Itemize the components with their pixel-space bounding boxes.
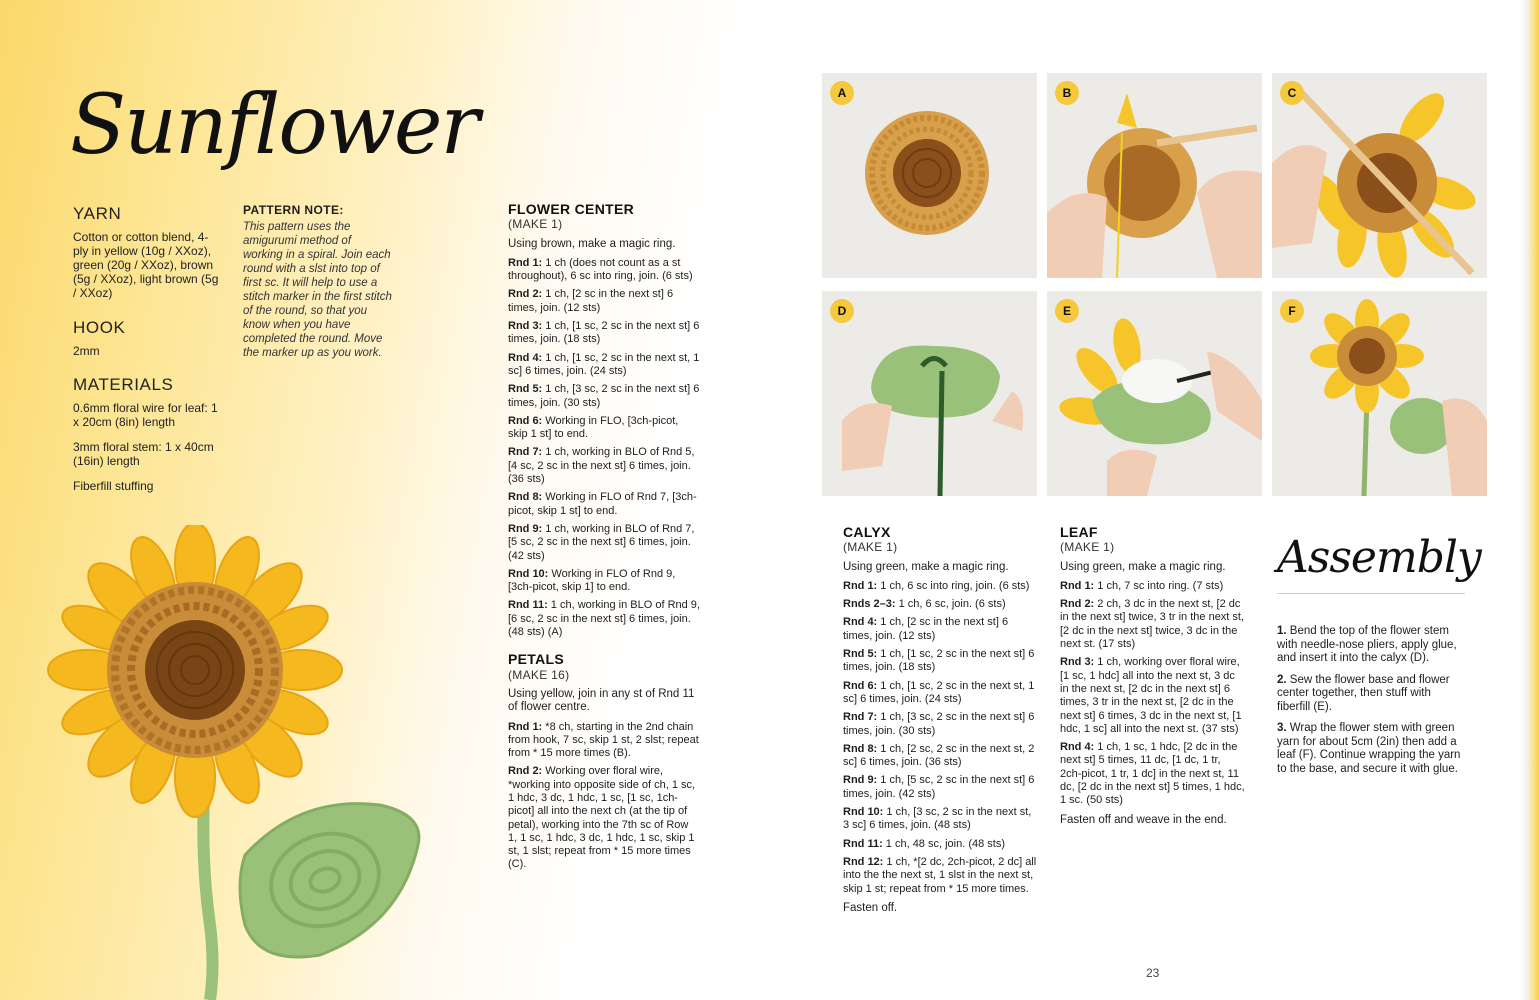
calyx-illustration (822, 291, 1037, 496)
petals-make: (MAKE 16) (508, 667, 570, 682)
photo-b (1047, 73, 1262, 278)
hook-text: 2mm (73, 344, 100, 358)
flower-center-round: Rnd 8: Working in FLO of Rnd 7, [3ch-picot, skip 1 st] to end. (508, 491, 697, 517)
leaf-round: Rnd 2: 2 ch, 3 dc in the next st, [2 dc in the next st] twice, 3 tr in the next st, [2 dc in the next st] twice, 3 dc in the next st. (17 sts) (1060, 598, 1245, 651)
photo-label-badge: E (1055, 299, 1079, 323)
assembly-step: 3. Wrap the flower stem with green yarn for about 5cm (2in) then add a leaf (F). Continue wrapping the yarn to the base, and secure it with glue. (1277, 722, 1461, 775)
pattern-note-text: This pattern uses the amigurumi method of working in a spiral. Join each round with a slst into top of first sc. It will help to use a stitch marker in the first stitch of the round, so that you know when you have completed the round. Move the marker up as you work. (243, 221, 392, 359)
flower-center-heading: FLOWER CENTER (508, 201, 635, 217)
flower-center-round: Rnd 11: 1 ch, working in BLO of Rnd 9, [6 sc, 2 sc in the next st] 6 times, join. (48 sts) (A) (508, 599, 700, 639)
petals-intro: Using yellow, join in any st of Rnd 11 of flower centre. (508, 687, 695, 714)
flower-center-round: Rnd 1: 1 ch (does not count as a st throughout), 6 sc into ring, join. (6 sts) (508, 256, 693, 283)
flower-center-round: Rnd 2: 1 ch, [2 sc in the next st] 6 times, join. (12 sts) (508, 288, 674, 314)
materials-heading: MATERIALS (73, 375, 174, 394)
photo-c (1272, 73, 1487, 278)
flower-center-round: Rnd 10: Working in FLO of Rnd 9, [3ch-picot, skip 1] to end. (508, 567, 676, 594)
calyx-round: Rnd 11: 1 ch, 48 sc, join. (48 sts) (843, 837, 1006, 850)
assembly-heading: Assembly (1277, 532, 1481, 583)
materials-item: 0.6mm floral wire for leaf: 1 x 20cm (8in) length (73, 401, 218, 429)
flower-center-round: Rnd 3: 1 ch, [1 sc, 2 sc in the next st] 6 times, join. (18 sts) (508, 320, 700, 346)
pattern-note-heading: PATTERN NOTE: (243, 203, 344, 217)
leaf-intro: Using green, make a magic ring. (1060, 560, 1226, 573)
petals-wire-illustration (1272, 73, 1487, 278)
leaf-round: Rnd 4: 1 ch, 1 sc, 1 hdc, [2 dc in the next st] 5 times, 11 dc, [1 dc, 1 tr, 2ch-picot, 1 tr, 1 dc] in the next st, 11 dc, [2 dc in the next st] 5 times, 1 hdc, 1 sc. (50 sts) (1060, 741, 1245, 807)
flower-center-round: Rnd 5: 1 ch, [3 sc, 2 sc in the next st] 6 times, join. (30 sts) (508, 383, 700, 409)
flower-center-round: Rnd 6: Working in FLO, [3ch-picot, skip 1 st] to end. (508, 414, 679, 441)
flower-center-illustration (822, 73, 1037, 278)
calyx-round: Rnd 12: 1 ch, *[2 dc, 2ch-picot, 2 dc] all into the the next st, 1 slst in the next st, skip 1 st; repeat from * 15 more times. (843, 855, 1037, 895)
calyx-round: Rnd 1: 1 ch, 6 sc into ring, join. (6 sts) (843, 579, 1030, 592)
photo-f (1272, 291, 1487, 496)
petals-round: Rnd 1: *8 ch, starting in the 2nd chain from hook, 7 sc, skip 1 st, 2 slst; repeat from * 15 more times (B). (508, 720, 699, 760)
photo-label-badge: B (1055, 81, 1079, 105)
calyx-section (843, 526, 1038, 915)
photo-label-badge: F (1280, 299, 1304, 323)
flower-center-intro: Using brown, make a magic ring. (508, 237, 676, 250)
hook-heading: HOOK (73, 318, 126, 337)
calyx-heading: CALYX (843, 524, 891, 540)
materials-item: Fiberfill stuffing (73, 479, 154, 493)
assembly-steps (1277, 625, 1467, 784)
photo-label-badge: C (1280, 81, 1304, 105)
calyx-round: Rnd 5: 1 ch, [1 sc, 2 sc in the next st] 6 times, join. (18 sts) (843, 648, 1035, 674)
flower-center-make: (MAKE 1) (508, 217, 563, 232)
flower-center-round: Rnd 9: 1 ch, working in BLO of Rnd 7, [5 sc, 2 sc in the next st] 6 times, join. (42 sts) (508, 522, 695, 562)
calyx-tail: Fasten off. (843, 901, 898, 914)
yarn-text: Cotton or cotton blend, 4-ply in yellow (10g / XXoz), green (20g / XXoz), brown (5g / XXoz), light brown (5g / XXoz) (73, 230, 219, 300)
petals-round: Rnd 2: Working over floral wire, *working into opposite side of ch, 1 sc, 1 hdc, 3 dc, 1 hdc, 1 sc, [1 sc, 1ch-picot] all into the next ch (at the tip of petal), working into the 7th sc of Row 1, 1 sc, 1 hdc, 3 dc, 1 hdc, 1 sc, skip 1 st, 1 slst; repeat from * 15 more times (C). (508, 765, 696, 871)
calyx-round: Rnd 9: 1 ch, [5 sc, 2 sc in the next st] 6 times, join. (42 sts) (843, 774, 1035, 800)
leaf-section (1060, 526, 1245, 827)
calyx-intro: Using green, make a magic ring. (843, 560, 1009, 573)
photo-label-badge: A (830, 81, 854, 105)
leaf-tail: Fasten off and weave in the end. (1060, 813, 1227, 826)
page-edge (1520, 0, 1539, 1000)
calyx-make: (MAKE 1) (843, 540, 898, 555)
photo-e (1047, 291, 1262, 496)
photo-a (822, 73, 1037, 278)
flower-center-round: Rnd 4: 1 ch, [1 sc, 2 sc in the next st, 1 sc] 6 times, join. (24 sts) (508, 351, 700, 377)
crocheting-petals-illustration (1047, 73, 1262, 278)
calyx-round: Rnd 10: 1 ch, [3 sc, 2 sc in the next st, 3 sc] 6 times, join. (48 sts) (843, 806, 1032, 832)
photo-d (822, 291, 1037, 496)
assembly-divider (1277, 593, 1465, 594)
calyx-round: Rnd 6: 1 ch, [1 sc, 2 sc in the next st, 1 sc] 6 times, join. (24 sts) (843, 679, 1035, 705)
leaf-make: (MAKE 1) (1060, 540, 1115, 555)
assembly-step: 2. Sew the flower base and flower center together, then stuff with fiberfill (E). (1277, 673, 1450, 713)
materials-item: 3mm floral stem: 1 x 40cm (16in) length (73, 440, 214, 468)
flower-center-section (508, 203, 700, 877)
page-number: 23 (1146, 966, 1160, 980)
page-title: Sunflower (70, 78, 478, 173)
photo-label-badge: D (830, 299, 854, 323)
leaf-round: Rnd 3: 1 ch, working over floral wire, [1 sc, 1 hdc] all into the next st, 3 dc in the next st, [2 dc in the next st] 6 times, 3 tr in the next st, [2 dc in the next st] 6 times, 3 dc in the next st, [1 hdc, 1 sc] all into the next st. (37 sts) (1060, 656, 1242, 735)
yarn-heading: YARN (73, 204, 122, 223)
finished-sunflower-illustration (1272, 291, 1487, 496)
assembly-step: 1. Bend the top of the flower stem with needle-nose pliers, apply glue, and insert it into the calyx (D). (1277, 625, 1457, 664)
flower-center-round: Rnd 7: 1 ch, working in BLO of Rnd 5, [4 sc, 2 sc in the next st] 6 times, join. (36 sts) (508, 446, 695, 486)
stuffing-illustration (1047, 291, 1262, 496)
sunflower-illustration (40, 525, 430, 1000)
leaf-round: Rnd 1: 1 ch, 7 sc into ring. (7 sts) (1060, 579, 1224, 592)
calyx-round: Rnd 4: 1 ch, [2 sc in the next st] 6 times, join. (12 sts) (843, 616, 1009, 642)
leaf-heading: LEAF (1060, 524, 1098, 540)
calyx-round: Rnds 2–3: 1 ch, 6 sc, join. (6 sts) (843, 598, 1006, 611)
petals-heading: PETALS (508, 651, 564, 668)
calyx-round: Rnd 8: 1 ch, [2 sc, 2 sc in the next st, 2 sc] 6 times, join. (36 sts) (843, 742, 1035, 769)
calyx-round: Rnd 7: 1 ch, [3 sc, 2 sc in the next st] 6 times, join. (30 sts) (843, 711, 1035, 737)
